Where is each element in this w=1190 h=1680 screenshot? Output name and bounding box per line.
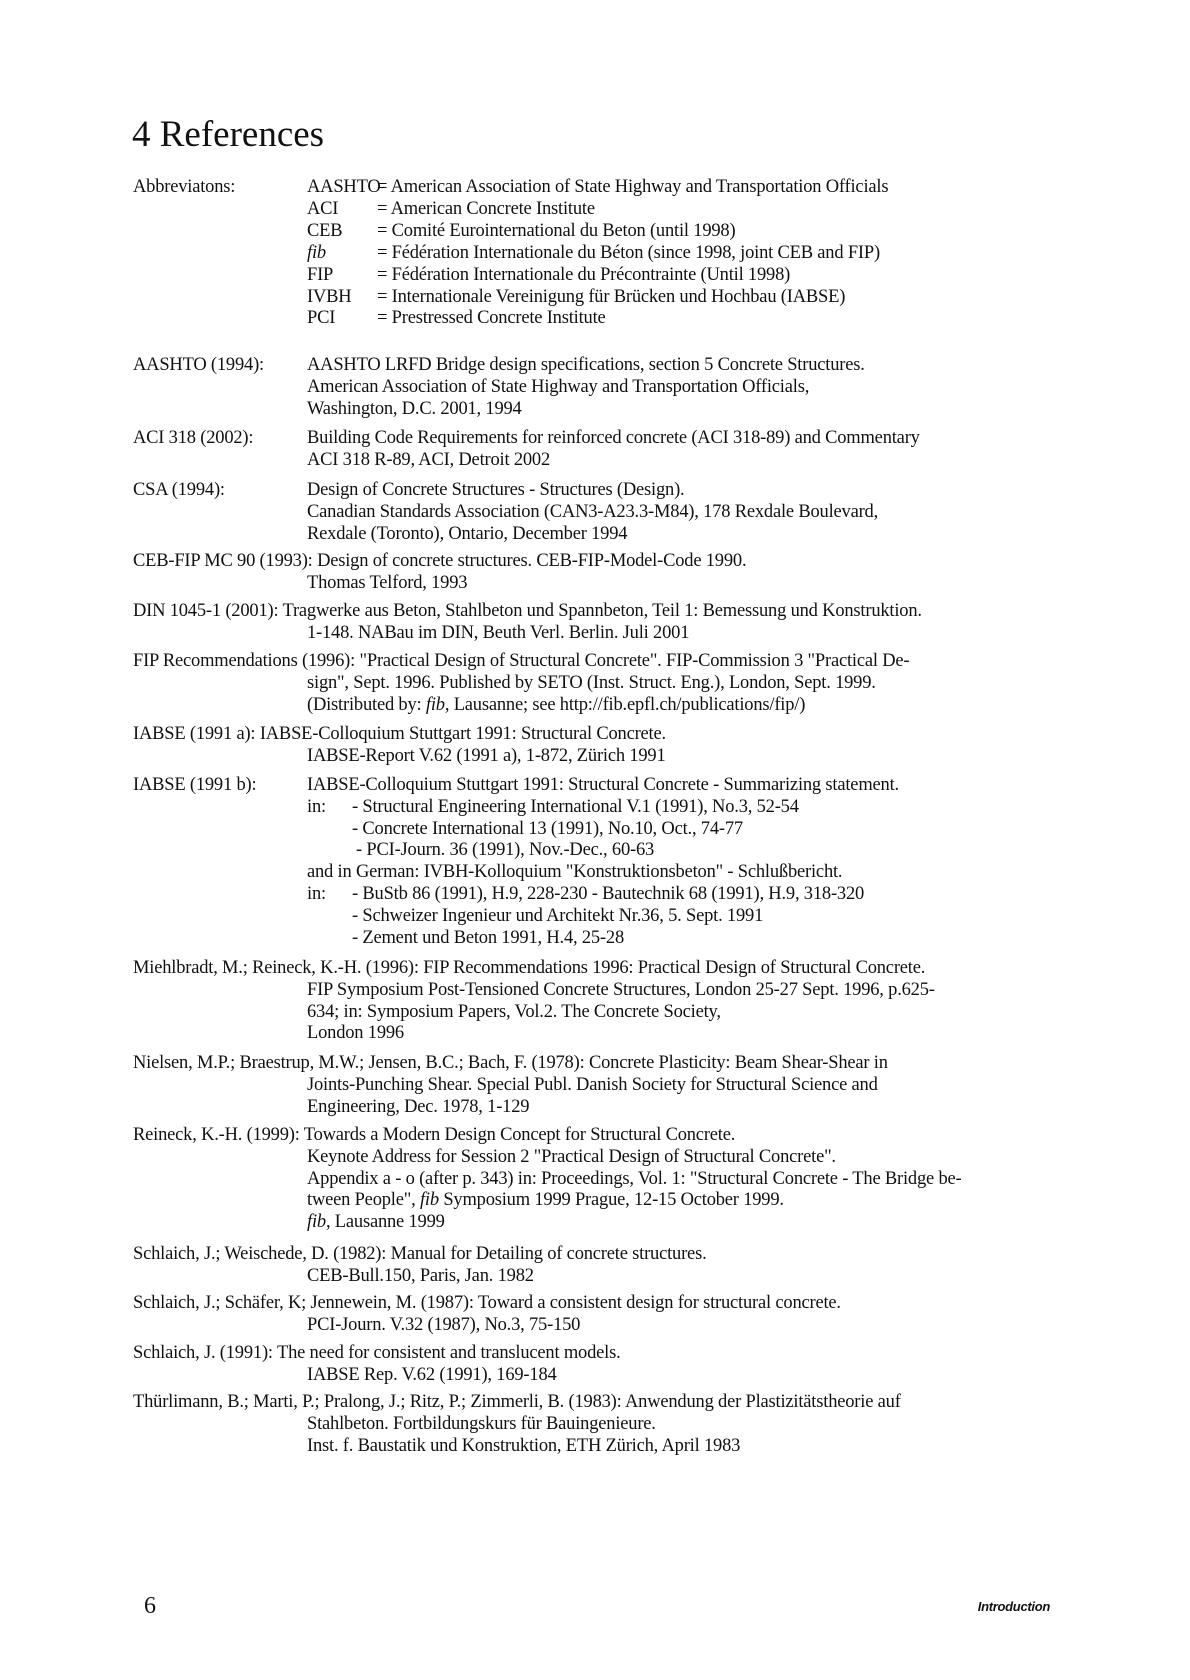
reference-label: Schlaich, J. (1991):: [133, 1343, 273, 1363]
reference-entry-first-line: [133, 723, 666, 745]
reference-line: [307, 376, 809, 398]
reference-text: 634; in: Symposium Papers, Vol.2. The Concrete Society,: [307, 1001, 721, 1022]
reference-text: Appendix a - o (after p. 343) in: Proceedings, Vol. 1: "Structural Concrete - The Bridge be-: [307, 1168, 962, 1189]
reference-line: [307, 479, 685, 501]
reference-line: [307, 501, 878, 523]
reference-label: FIP Recommendations (1996):: [133, 651, 356, 671]
reference-line: [307, 1022, 404, 1044]
reference-text: Joints-Punching Shear. Special Publ. Danish Society for Structural Science and: [307, 1074, 878, 1095]
reference-in-prefix: in:: [307, 796, 326, 817]
reference-text: PCI-Journ. V.32 (1987), No.3, 75-150: [307, 1314, 581, 1335]
page-number: 6: [144, 1593, 156, 1619]
reference-line: [307, 979, 935, 1001]
reference-text: Anwendung der Plastizitätstheorie auf: [624, 1392, 901, 1412]
abbreviation-term-text: ACI: [307, 198, 339, 219]
reference-in-prefix: in:: [307, 884, 326, 904]
abbreviation-definition: = Comité Eurointernational du Beton (until 1998): [377, 220, 736, 241]
reference-line: [307, 398, 522, 420]
abbreviation-term: [307, 198, 338, 220]
reference-text: IABSE-Colloquium Stuttgart 1991: Structural Concrete - Summarizing statement.: [307, 775, 899, 795]
reference-line: [307, 1146, 836, 1168]
abbreviation-definition: = American Association of State Highway and Transportation Officials: [377, 177, 889, 197]
reference-label: Miehlbradt, M.; Reineck, K.-H. (1996):: [133, 958, 419, 978]
reference-text: "Practical Design of Structural Concrete". FIP-Commission 3 "Practical De-: [359, 651, 910, 671]
reference-text: and in German: IVBH-Kolloquium "Konstruktionsbeton" - Schlußbericht.: [307, 862, 843, 883]
reference-line: [307, 861, 842, 883]
reference-line: [307, 672, 876, 694]
reference-text: Design of Concrete Structures - Structures (Design).: [307, 480, 685, 500]
reference-text: AASHTO LRFD Bridge design specifications, section 5 Concrete Structures.: [307, 355, 865, 375]
reference-label: AASHTO (1994):: [133, 355, 264, 375]
abbreviation-term-text: fib: [307, 242, 326, 263]
reference-text: American Association of State Highway and Transportation Officials,: [307, 376, 810, 397]
reference-text: - Schweizer Ingenieur und Architekt Nr.36, 5. Sept. 1991: [352, 905, 764, 926]
reference-line: [352, 905, 763, 927]
reference-line: [307, 745, 666, 767]
reference-line: [307, 1096, 529, 1118]
reference-line: [307, 1211, 445, 1233]
reference-label: Nielsen, M.P.; Braestrup, M.W.; Jensen, B.C.; Bach, F. (1978):: [133, 1053, 585, 1073]
fib-italic: fib: [425, 694, 445, 715]
reference-entry-first-line: [133, 600, 922, 622]
reference-line: [307, 694, 805, 716]
reference-entry-first-line: [133, 1052, 888, 1074]
reference-text: Manual for Detailing of concrete structures.: [390, 1244, 707, 1264]
reference-text: , Lausanne 1999: [325, 1212, 445, 1233]
reference-line: [307, 572, 467, 594]
reference-label: DIN 1045-1 (2001):: [133, 601, 279, 621]
reference-text: - Zement und Beton 1991, H.4, 25-28: [352, 927, 624, 948]
reference-label: Schlaich, J.; Schäfer, K; Jennewein, M. (1987):: [133, 1293, 474, 1313]
reference-text: FIP Recommendations 1996: Practical Design of Structural Concrete.: [423, 958, 926, 978]
reference-text: - PCI-Journ. 36 (1991), Nov.-Dec., 60-63: [356, 840, 655, 861]
reference-text: CEB-Bull.150, Paris, Jan. 1982: [307, 1265, 534, 1286]
reference-text: Inst. f. Baustatik und Konstruktion, ETH Zürich, April 1983: [307, 1435, 741, 1456]
reference-text: - Concrete International 13 (1991), No.10, Oct., 74-77: [352, 818, 743, 839]
reference-line: [307, 1364, 557, 1386]
reference-text: IABSE Rep. V.62 (1991), 169-184: [307, 1364, 557, 1385]
abbreviation-definition: = American Concrete Institute: [377, 198, 595, 219]
fib-italic: fib: [419, 1190, 439, 1211]
abbreviation-term: [307, 220, 342, 242]
reference-text: , Lausanne; see http://fib.epfl.ch/publications/fip/): [444, 694, 806, 715]
abbreviation-term: [307, 176, 381, 198]
reference-text: FIP Symposium Post-Tensioned Concrete Structures, London 25-27 Sept. 1996, p.625-: [307, 979, 935, 1000]
reference-entry-first-line: [133, 550, 746, 572]
abbreviation-term-text: PCI: [307, 308, 336, 329]
abbreviation-term-text: CEB: [307, 220, 343, 241]
reference-entry-first-line: [133, 1124, 735, 1146]
reference-text: Stahlbeton. Fortbildungskurs für Bauingenieure.: [307, 1413, 656, 1434]
reference-text: Towards a Modern Design Concept for Structural Concrete.: [303, 1125, 736, 1145]
abbreviation-term: [307, 286, 351, 308]
reference-label: CEB-FIP MC 90 (1993):: [133, 551, 313, 571]
abbreviation-definition: = Prestressed Concrete Institute: [377, 308, 606, 329]
abbreviation-term-text: FIP: [307, 264, 334, 285]
abbreviation-term: [307, 264, 333, 286]
abbreviation-definition: = Fédération Internationale du Précontrainte (Until 1998): [377, 264, 791, 285]
reference-line: [307, 1413, 656, 1435]
reference-text: IABSE-Colloquium Stuttgart 1991: Structural Concrete.: [259, 724, 666, 744]
reference-line: [352, 796, 799, 818]
reference-label: Thürlimann, B.; Marti, P.; Pralong, J.; Ritz, P.; Zimmerli, B. (1983):: [133, 1392, 622, 1412]
reference-entry-first-line: [133, 1342, 621, 1364]
reference-label: Schlaich, J.; Weischede, D. (1982):: [133, 1244, 387, 1264]
reference-entry-first-line: [133, 1243, 707, 1265]
reference-line: [352, 818, 743, 840]
reference-text: Tragwerke aus Beton, Stahlbeton und Spannbeton, Teil 1: Bemessung und Konstruktion.: [282, 601, 922, 621]
reference-label: Reineck, K.-H. (1999):: [133, 1125, 300, 1145]
abbreviation-definition: = Internationale Vereinigung für Brücken und Hochbau (IABSE): [377, 286, 846, 307]
reference-line: [307, 1001, 721, 1023]
abbreviation-term: [307, 307, 335, 329]
reference-text: tween People",: [307, 1190, 420, 1211]
reference-text: Thomas Telford, 1993: [307, 572, 468, 593]
reference-line: [307, 1168, 961, 1190]
abbreviations-label: Abbreviatons:: [133, 177, 236, 197]
reference-entry-first-line: [133, 1292, 841, 1314]
reference-line: [307, 354, 865, 376]
reference-line: [352, 927, 624, 949]
reference-line: [307, 1314, 580, 1336]
reference-line: [307, 622, 689, 644]
reference-label: ACI 318 (2002):: [133, 428, 254, 448]
reference-text: Building Code Requirements for reinforced concrete (ACI 318-89) and Commentary: [307, 428, 920, 448]
reference-text: Keynote Address for Session 2 "Practical Design of Structural Concrete".: [307, 1146, 836, 1167]
reference-text: ACI 318 R-89, ACI, Detroit 2002: [307, 449, 551, 470]
reference-text: London 1996: [307, 1023, 404, 1044]
reference-text: Washington, D.C. 2001, 1994: [307, 398, 522, 419]
reference-text: Design of concrete structures. CEB-FIP-Model-Code 1990.: [317, 551, 747, 571]
reference-line: [307, 449, 550, 471]
reference-text: - BuStb 86 (1991), H.9, 228-230 - Bautechnik 68 (1991), H.9, 318-320: [352, 884, 865, 904]
reference-entry-first-line: [133, 650, 909, 672]
abbreviation-definition: = Fédération Internationale du Béton (since 1998, joint CEB and FIP): [377, 242, 880, 263]
reference-line: [307, 427, 920, 449]
reference-line: [307, 1189, 784, 1211]
reference-label: IABSE (1991 b):: [133, 775, 257, 795]
abbreviation-term-text: AASHTO: [307, 177, 381, 197]
reference-text: - Structural Engineering International V.1 (1991), No.3, 52-54: [352, 796, 799, 817]
page-title: 4 References: [132, 114, 325, 155]
reference-entry-first-line: [133, 1391, 901, 1413]
reference-text: Symposium 1999 Prague, 12-15 October 1999.: [438, 1190, 784, 1211]
reference-text: Engineering, Dec. 1978, 1-129: [307, 1096, 530, 1117]
reference-line: [307, 523, 627, 545]
reference-label: IABSE (1991 a):: [133, 724, 256, 744]
reference-text: Rexdale (Toronto), Ontario, December 1994: [307, 523, 628, 544]
abbreviation-term-text: IVBH: [307, 286, 352, 307]
fib-italic: fib: [307, 1212, 326, 1233]
running-footer-section: Introduction: [977, 1599, 1050, 1614]
abbreviation-term: [307, 242, 326, 264]
reference-line: [307, 1074, 878, 1096]
reference-line: [352, 883, 864, 905]
reference-line: [356, 839, 654, 861]
reference-text: sign", Sept. 1996. Published by SETO (Inst. Struct. Eng.), London, Sept. 1999.: [307, 672, 876, 693]
reference-entry-first-line: [133, 957, 925, 979]
reference-text: Toward a consistent design for structural concrete.: [477, 1293, 841, 1313]
reference-text: Canadian Standards Association (CAN3-A23.3-M84), 178 Rexdale Boulevard,: [307, 501, 879, 522]
reference-text: 1-148. NABau im DIN, Beuth Verl. Berlin. Juli 2001: [307, 622, 690, 643]
reference-text: The need for consistent and translucent models.: [276, 1343, 621, 1363]
reference-text: IABSE-Report V.62 (1991 a), 1-872, Zürich 1991: [307, 745, 666, 766]
reference-text: (Distributed by:: [307, 694, 426, 715]
reference-text: Concrete Plasticity: Beam Shear-Shear in: [588, 1053, 888, 1073]
reference-line: [307, 1265, 534, 1287]
reference-label: CSA (1994):: [133, 480, 225, 500]
reference-line: [307, 774, 899, 796]
reference-line: [307, 1435, 740, 1457]
